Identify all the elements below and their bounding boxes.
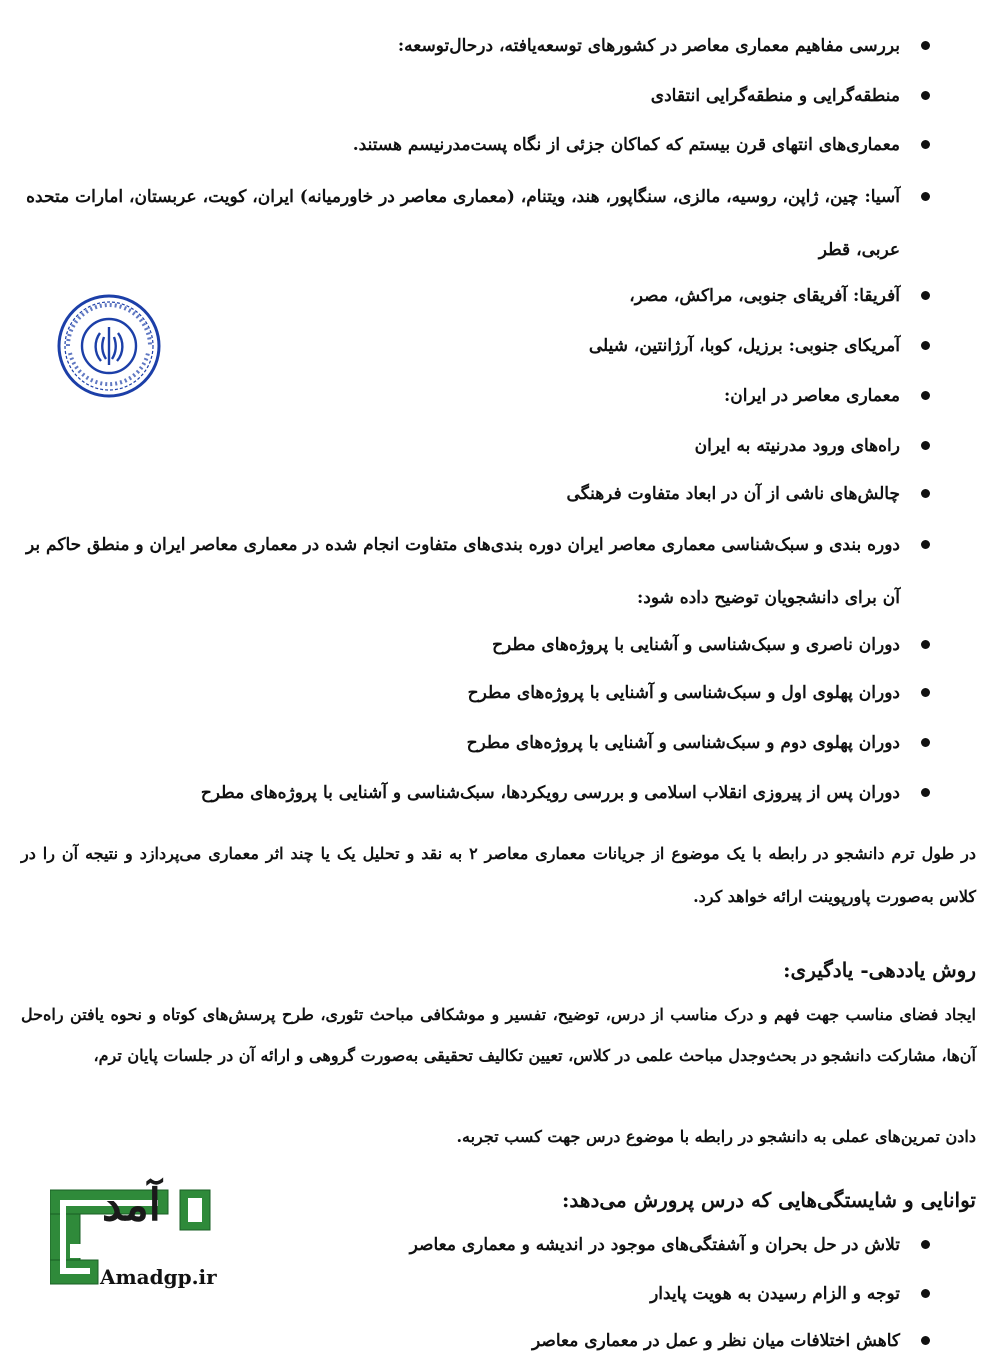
- site-url[interactable]: Amadgp.ir: [100, 1265, 217, 1289]
- list-item: دوره بندی و سبک‌شناسی معماری معاصر ایران دوره بندی‌های متفاوت انجام شده در معماری معاصر ایران و منطق حاکم بر آن برای دانشجویان توضیح داده شود:: [20, 519, 900, 625]
- list-item: راه‌های ورود مدرنیته به ایران: [695, 420, 900, 472]
- skills-title: توانایی و شایستگی‌هایی که درس پرورش می‌دهد:: [562, 1188, 976, 1212]
- list-item: دوران ناصری و سبک‌شناسی و آشنایی با پروژه‌های مطرح: [492, 619, 900, 671]
- teaching-method-title: روش یاددهی- یادگیری:: [783, 958, 976, 982]
- list-item: بررسی مفاهیم معماری معاصر در کشورهای توسعه‌یافته، درحال‌توسعه:: [398, 20, 900, 72]
- list-item: چالش‌های ناشی از آن در ابعاد متفاوت فرهنگی: [567, 468, 900, 520]
- list-item: کاهش اختلافات میان نظر و عمل در معماری معاصر: [532, 1315, 900, 1367]
- list-item: آسیا: چین، ژاپن، روسیه، مالزی، سنگاپور، هند، ویتنام، (معماری معاصر در خاورمیانه) ایران، کویت، عربستان، امارات متحده عربی، قطر: [20, 171, 900, 277]
- list-item: دوران پهلوی اول و سبک‌شناسی و آشنایی با پروژه‌های مطرح: [468, 667, 900, 719]
- list-item: منطقه‌گرایی و منطقه‌گرایی انتقادی: [651, 70, 900, 122]
- list-item: دوران پهلوی دوم و سبک‌شناسی و آشنایی با پروژه‌های مطرح: [467, 717, 900, 769]
- teaching-method-paragraph: ایجاد فضای مناسب جهت فهم و درک مناسب از درس، توضیح، تفسیر و موشکافی مباحث تئوری، طرح پرسش‌های کوتاه و نحوه یافتن راه‌حل آن‌ها، مشارکت دانشجو در بحث‌وجدل مباحث علمی در کلاس، تعیین تکالیف تحقیقی به‌صورت گروهی و ارائه آن در جلسات پایان ترم،: [21, 1005, 976, 1065]
- official-seal-stamp: [56, 293, 162, 399]
- list-item: توجه و الزام رسیدن به هویت پایدار: [650, 1268, 900, 1320]
- list-item: آمریکای جنوبی: برزیل، کوبا، آرژانتین، شیلی: [589, 320, 900, 372]
- list-item: معماری معاصر در ایران:: [724, 370, 900, 422]
- emblem-icon: [96, 327, 123, 365]
- list-item: آفریقا: آفریقای جنوبی، مراکش، مصر،: [629, 270, 900, 322]
- list-item: دوران پس از پیروزی انقلاب اسلامی و بررسی رویکردها، سبک‌شناسی و آشنایی با پروژه‌های مطرح: [201, 767, 900, 819]
- list-item: تلاش در حل بحران و آشفتگی‌های موجود در اندیشه و معماری معاصر: [410, 1219, 900, 1271]
- list-item: معماری‌های انتهای قرن بیستم که کماکان جزئی از نگاه پست‌مدرنیسم هستند.: [353, 119, 900, 171]
- term-paragraph: در طول ترم دانشجو در رابطه با یک موضوع از جریانات معماری معاصر ۲ به نقد و تحلیل یک یا چند اثر معماری می‌پردازد و نتیجه آن را در کلاس به‌صورت پاورپوینت ارائه خواهد کرد.: [21, 844, 976, 906]
- logo-word: آمد: [102, 1180, 161, 1231]
- teaching-method-line: دادن تمرین‌های عملی به دانشجو در رابطه با موضوع درس جهت کسب تجربه.: [456, 1127, 976, 1146]
